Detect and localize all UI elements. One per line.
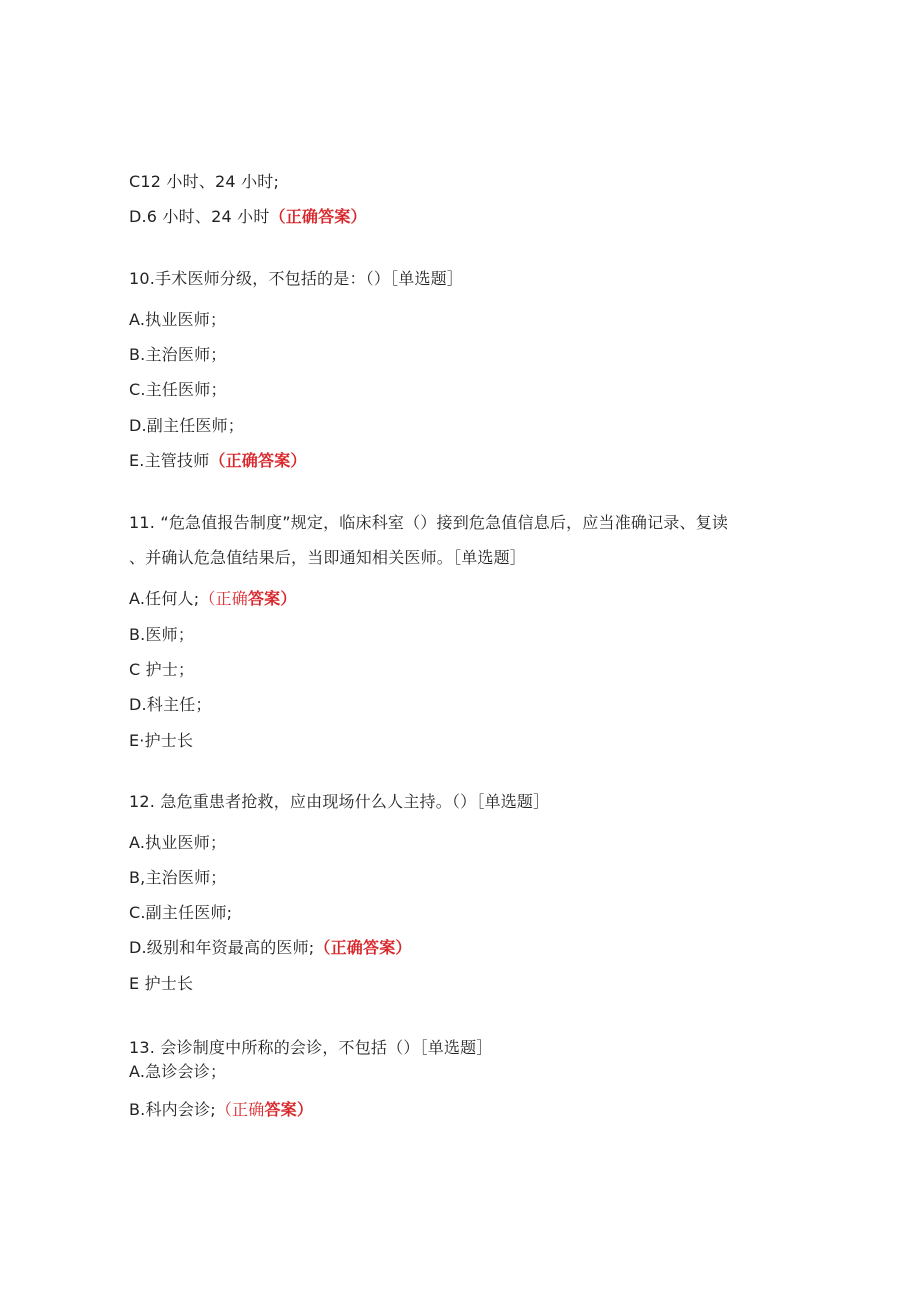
option-q11-c xyxy=(129,660,194,680)
option-q12-e xyxy=(129,974,193,994)
option-q13-a xyxy=(129,1062,226,1082)
option-q9-c xyxy=(129,172,279,192)
option-q11-e xyxy=(129,731,193,751)
question-text: 12. 急危重患者抢救，应由现场什么人主持。（）［单选题］ xyxy=(129,792,550,811)
correct-answer-mark: （正确 xyxy=(215,1100,265,1119)
option-q10-a xyxy=(129,310,226,330)
question-text: 10.手术医师分级，不包括的是：（）［单选题］ xyxy=(129,269,464,288)
correct-answer-mark-bold: 答案） xyxy=(264,1100,314,1119)
option-text: D.科主任； xyxy=(129,695,212,714)
option-text: A.执业医师； xyxy=(129,833,227,852)
question-text: 13. 会诊制度中所称的会诊，不包括（）［单选题］ xyxy=(129,1038,493,1057)
option-text: D.副主任医师； xyxy=(129,416,245,435)
option-text: B.科内会诊; xyxy=(129,1100,216,1119)
correct-answer-mark: （正确答案） xyxy=(314,938,412,957)
option-text: E 护士长 xyxy=(129,974,194,993)
correct-answer-mark: （正确 xyxy=(199,589,248,608)
option-q11-d xyxy=(129,695,212,715)
question-text: 、并确认危急值结果后，当即通知相关医师。［单选题］ xyxy=(129,548,527,567)
correct-answer-mark-bold: 答案） xyxy=(247,589,297,608)
option-text: E.主管技师 xyxy=(129,451,210,470)
option-q10-e xyxy=(129,451,307,471)
option-q12-c xyxy=(129,903,232,923)
option-q11-b xyxy=(129,625,194,645)
question-13-title xyxy=(129,1038,493,1058)
question-text: 11. “危急值报告制度”规定，临床科室（）接到危急值信息后，应当准确记录、复读 xyxy=(129,513,729,532)
option-text: D.6 小时、24 小时 xyxy=(129,207,270,226)
option-q13-b xyxy=(129,1100,313,1120)
option-q9-d xyxy=(129,207,367,227)
option-q11-a xyxy=(129,589,297,609)
option-q12-d xyxy=(129,938,412,958)
option-text: E·护士长 xyxy=(129,731,194,750)
option-text: A.执业医师； xyxy=(129,310,227,329)
option-text: A.急诊会诊； xyxy=(129,1062,227,1081)
option-text: C12 小时、24 小时; xyxy=(129,172,280,191)
option-q10-b xyxy=(129,345,226,365)
question-10-title xyxy=(129,269,463,289)
option-text: B.医师； xyxy=(129,625,195,644)
option-q10-c xyxy=(129,380,227,400)
option-text: C 护士； xyxy=(129,660,195,679)
option-text: D.级别和年资最高的医师; xyxy=(129,938,315,957)
option-text: B.主治医师； xyxy=(129,345,227,364)
option-q10-d xyxy=(129,416,244,436)
option-text: A.任何人; xyxy=(129,589,200,608)
correct-answer-mark: （正确答案） xyxy=(209,451,307,470)
option-text: C.副主任医师; xyxy=(129,903,233,922)
correct-answer-mark: （正确答案） xyxy=(269,207,367,226)
question-11-title-line-1 xyxy=(129,513,728,533)
question-12-title xyxy=(129,792,549,812)
question-11-title-line-2 xyxy=(129,548,526,568)
option-q12-b xyxy=(129,868,226,888)
option-q12-a xyxy=(129,833,226,853)
option-text: C.主任医师； xyxy=(129,380,227,399)
option-text: B,主治医师； xyxy=(129,868,227,887)
